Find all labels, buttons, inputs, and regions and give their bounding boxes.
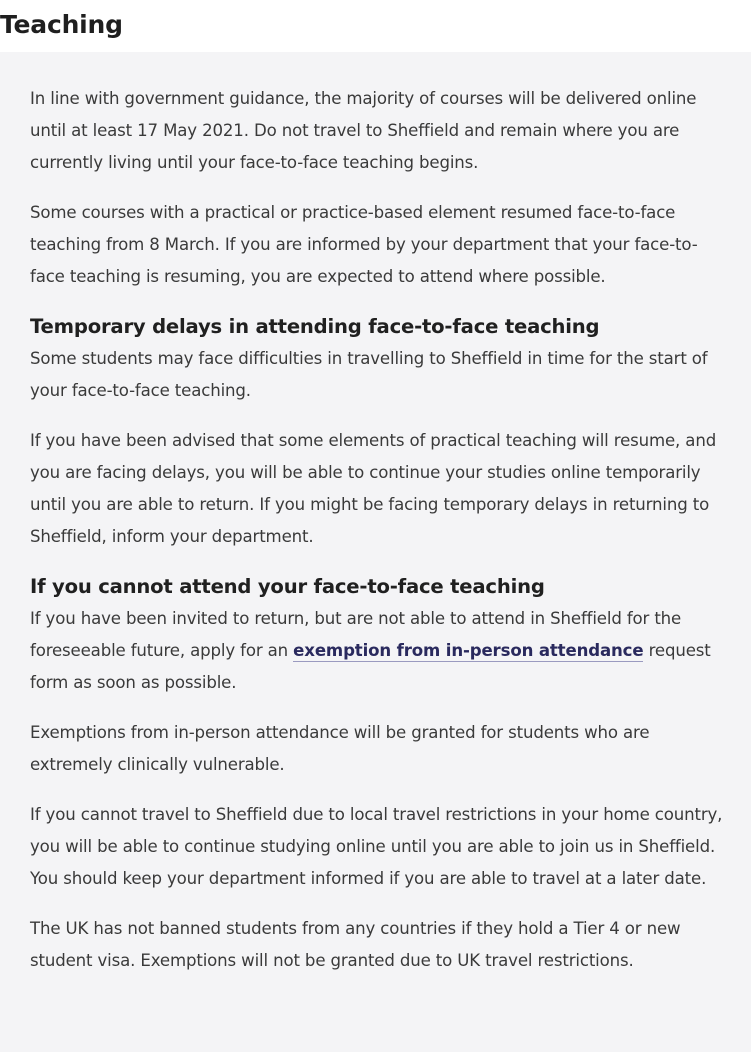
delays-paragraph-2: If you have been advised that some elements of practical teaching will resume, and you are facing delays, you will be able to continue your studies online temporarily until you are able to return. If you might be facing temporary delays in returning to Sheffield, inform your department. [30, 431, 717, 546]
cannot-attend-text-after-link: request form as soon as possible. [30, 641, 711, 692]
delays-paragraph-1: Some students may face difficulties in travelling to Sheffield in time for the start of your face-to-face teaching. [30, 349, 708, 400]
teaching-content-panel [0, 52, 751, 1052]
cannot-attend-paragraph-4: The UK has not banned students from any countries if they hold a Tier 4 or new student visa. Exemptions will not be granted due to UK travel restrictions. [30, 919, 681, 970]
delays-heading: Temporary delays in attending face-to-face teaching [30, 315, 600, 338]
intro-paragraph-2: Some courses with a practical or practice-based element resumed face-to-face teaching from 8 March. If you are informed by your department that your face-to-face teaching is resuming, you are expected to attend where possible. [30, 203, 698, 286]
cannot-attend-paragraph-2: Exemptions from in-person attendance will be granted for students who are extremely clinically vulnerable. [30, 723, 650, 774]
cannot-attend-text-before-link: If you have been invited to return, but are not able to attend in Sheffield for the foreseeable future, apply for an [30, 609, 682, 660]
cannot-attend-heading: If you cannot attend your face-to-face teaching [30, 575, 545, 598]
cannot-attend-paragraph-1 [30, 603, 731, 699]
page-title: Teaching [0, 10, 123, 39]
exemption-request-link[interactable]: exemption from in-person attendance [293, 641, 644, 660]
intro-paragraph-1: In line with government guidance, the majority of courses will be delivered online until at least 17 May 2021. Do not travel to Sheffield and remain where you are currently living until your face-to-face teaching begins. [30, 89, 697, 172]
cannot-attend-paragraph-3: If you cannot travel to Sheffield due to local travel restrictions in your home country, you will be able to continue studying online until you are able to join us in Sheffield. You should keep your department informed if you are able to travel at a later date. [30, 805, 723, 888]
